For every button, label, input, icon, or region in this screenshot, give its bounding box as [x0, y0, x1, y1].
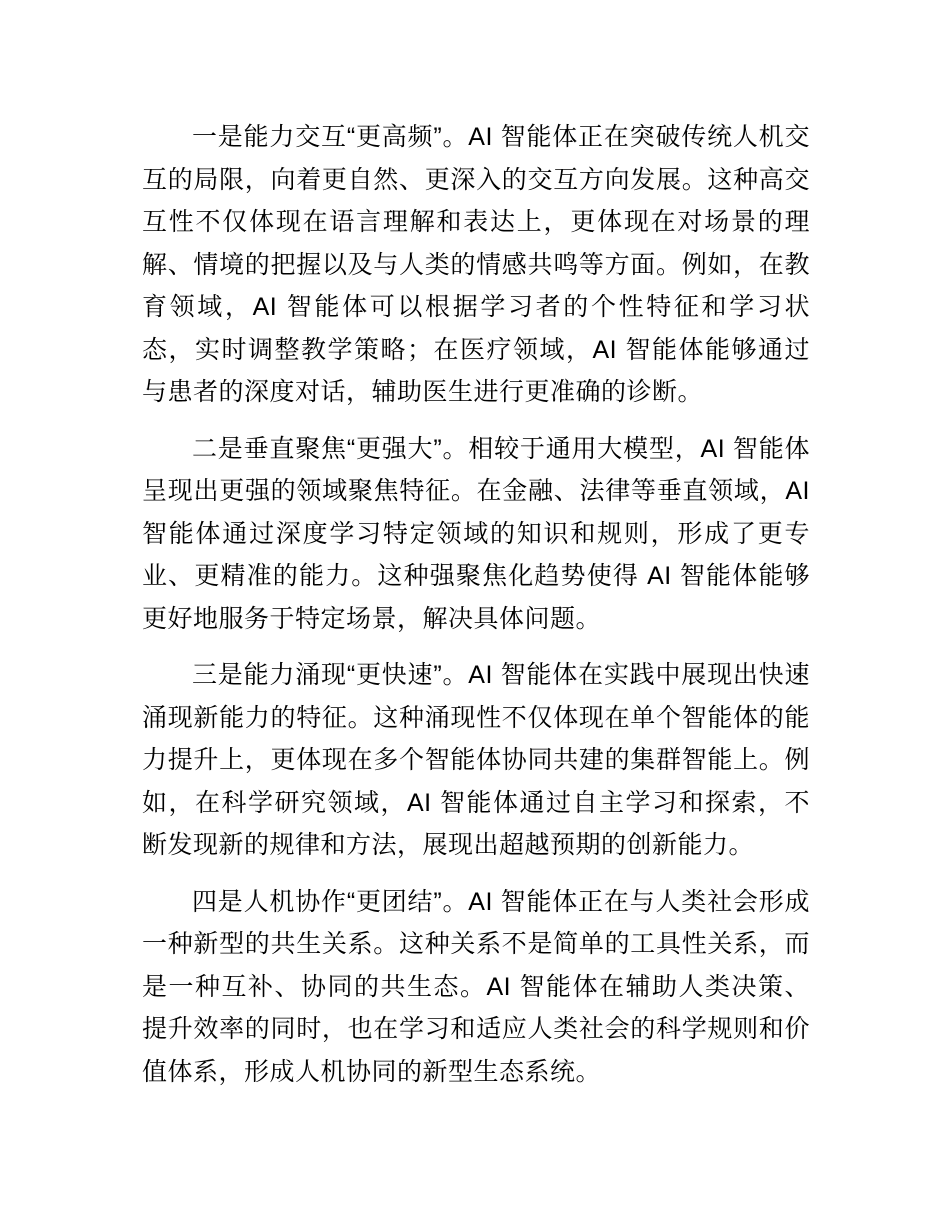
paragraph-interaction-frequency: 一是能力交互“更高频”。AI 智能体正在突破传统人机交互的局限，向着更自然、更深入的交互方向发展。这种高交互性不仅体现在语言理解和表达上，更体现在对场景的理解、情境的把握以及与人类的情感共鸣等方面。例如，在教育领域，AI 智能体可以根据学习者的个性特征和学习状态，实时调整教学策略；在医疗领域，AI 智能体能够通过与患者的深度对话，辅助医生进行更准确的诊断。 — [142, 123, 810, 406]
paragraph-vertical-focus: 二是垂直聚焦“更强大”。相较于通用大模型，AI 智能体呈现出更强的领域聚焦特征。在金融、法律等垂直领域，AI 智能体通过深度学习特定领域的知识和规则，形成了更专业、更精准的能力。这种强聚焦化趋势使得 AI 智能体能够更好地服务于特定场景，解决具体问题。 — [142, 434, 811, 633]
paragraph-capability-emergence: 三是能力涌现“更快速”。AI 智能体在实践中展现出快速涌现新能力的特征。这种涌现性不仅体现在单个智能体的能力提升上，更体现在多个智能体协同共建的集群智能上。例如，在科学研究领域，AI 智能体通过自主学习和探索，不断发现新的规律和方法，展现出超越预期的创新能力。 — [142, 661, 810, 859]
paragraph-human-machine-collaboration: 四是人机协作“更团结”。AI 智能体正在与人类社会形成一种新型的共生关系。这种关系不是简单的工具性关系，而是一种互补、协同的共生态。AI 智能体在辅助人类决策、提升效率的同时，也在学习和适应人类社会的科学规则和价值体系，形成人机协同的新型生态系统。 — [142, 887, 810, 1086]
